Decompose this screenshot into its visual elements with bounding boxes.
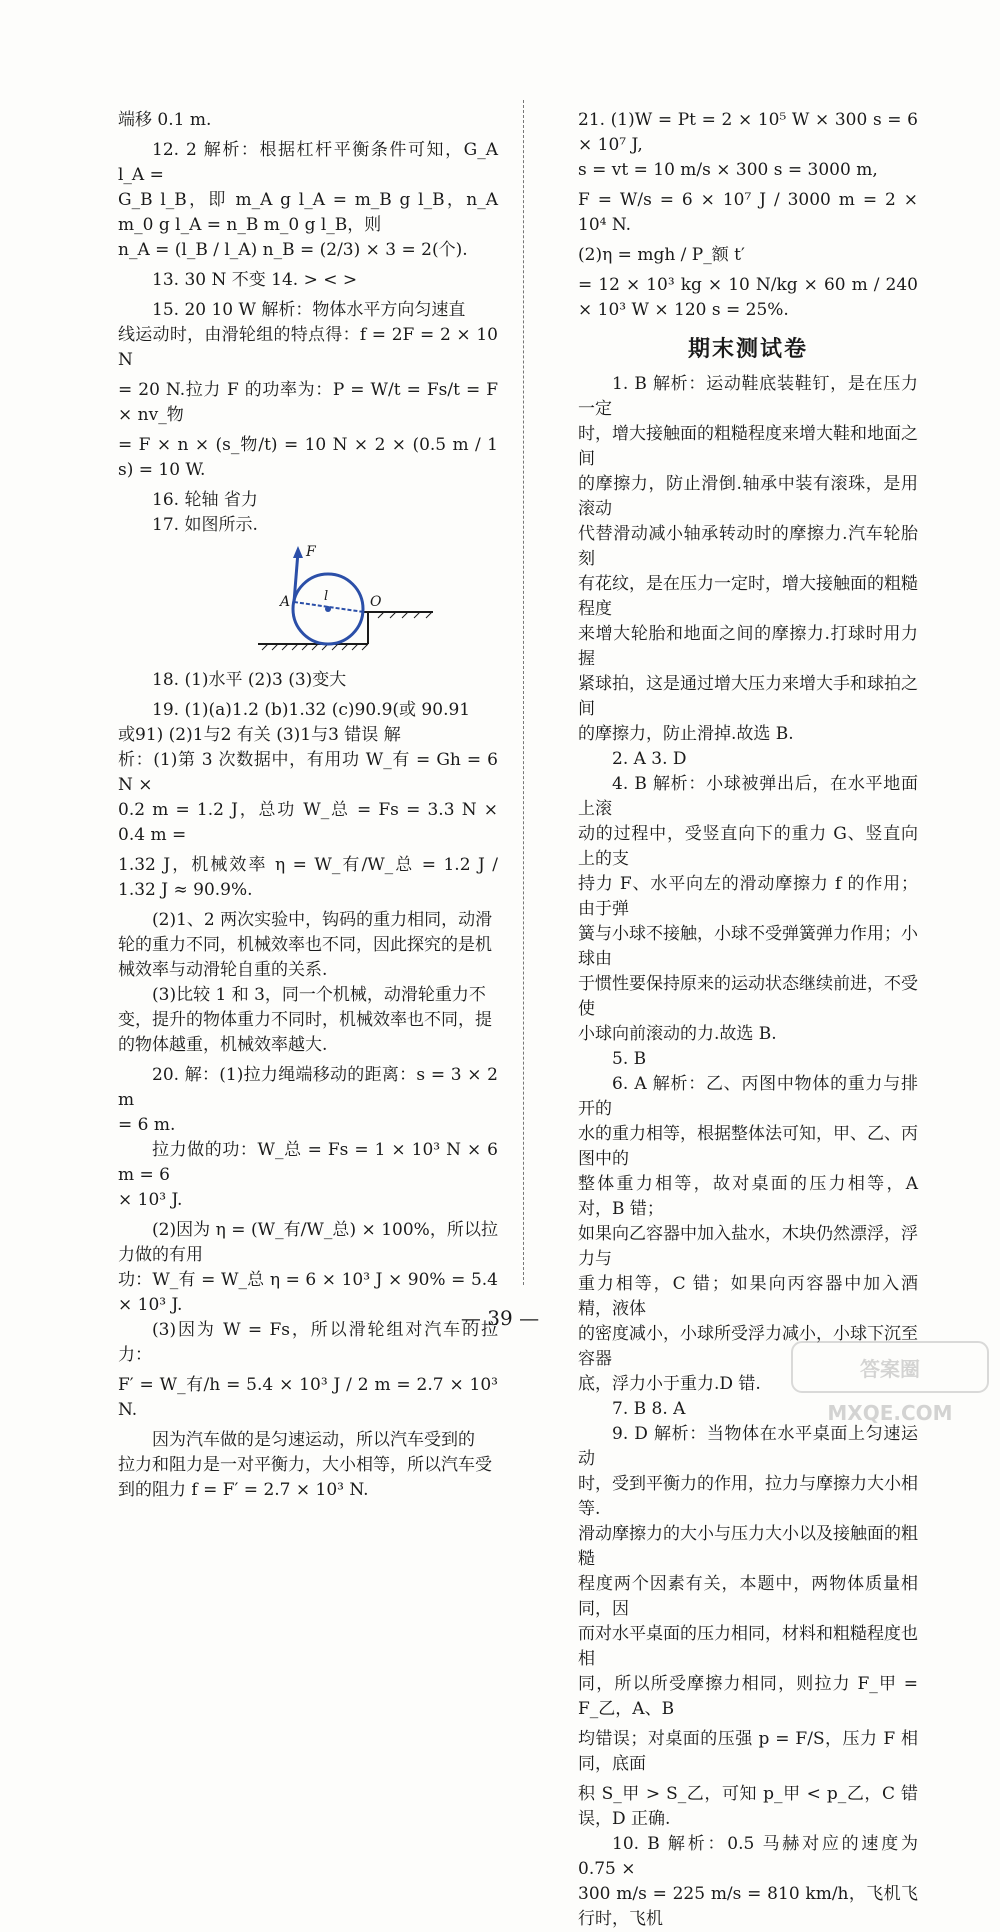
text-line: G_B l_B，即 m_A g l_A = m_B g l_B，n_A m_0 g l_A = n_B m_0 g l_B，则 (118, 190, 498, 235)
text-line: 拉力和阻力是一对平衡力，大小相等，所以汽车受 (118, 1455, 492, 1475)
exam-answer-7-8: 7. B 8. A (612, 1399, 686, 1419)
answer-16: 16. 轮轴 省力 (152, 490, 258, 510)
text-line: = F × n × (s_物/t) = 10 N × 2 × (0.5 m / 1 s) = 10 W. (118, 435, 498, 480)
text-line: 300 m/s = 225 m/s = 810 km/h，飞机飞行时，飞机 (578, 1884, 918, 1929)
wheel-center (325, 606, 331, 612)
text-line: 功：W_有 = W_总 η = 6 × 10³ J × 90% = 5.4 × 10³ J. (118, 1270, 498, 1315)
text-line: × 10³ J. (118, 1190, 183, 1210)
text-line: (3)因为 W = Fs，所以滑轮组对汽车的拉力： (118, 1320, 498, 1365)
text-line: 来增大轮胎和地面之间的摩擦力.打球时用力握 (578, 624, 918, 669)
text-line: 的摩擦力，防止滑掉.故选 B. (578, 724, 794, 744)
text-line: 轮的重力不同，机械效率也不同，因此探究的是机 (118, 935, 492, 955)
text-line: = 12 × 10³ kg × 10 N/kg × 60 m / 240 × 10³ W × 120 s = 25%. (578, 275, 918, 320)
text-line: 重力相等，C 错；如果向丙容器中加入酒精，液体 (578, 1274, 918, 1319)
exam-answer-10: 10. B 解析：0.5 马赫对应的速度为 0.75 × (578, 1834, 918, 1879)
text-line: F = W/s = 6 × 10⁷ J / 3000 m = 2 × 10⁴ N. (578, 190, 918, 235)
site-watermark (790, 1340, 990, 1430)
text-line: 整体重力相等，故对桌面的压力相等，A 对，B 错； (578, 1174, 918, 1219)
text-line: 动的过程中，受竖直向下的重力 G、竖直向上的支 (578, 824, 918, 869)
text-line: 滑动摩擦力的大小与压力大小以及接触面的粗糙 (578, 1524, 918, 1569)
answer-15: 15. 20 10 W 解析：物体水平方向匀速直 (152, 300, 466, 320)
text-line: 到的阻力 f = F′ = 2.7 × 10³ N. (118, 1480, 369, 1500)
text-line: = 20 N.拉力 F 的功率为：P = W/t = Fs/t = F × nv_物 (118, 380, 498, 425)
answer-17: 17. 如图所示. (152, 515, 258, 535)
text-line: 水的重力相等，根据整体法可知，甲、乙、丙图中的 (578, 1124, 918, 1169)
text-line: s = vt = 10 m/s × 300 s = 3000 m, (578, 160, 878, 180)
answer-19: 19. (1)(a)1.2 (b)1.32 (c)90.9(或 90.91 (152, 700, 471, 720)
text-line: n_A = (l_B / l_A) n_B = (2/3) × 3 = 2(个). (118, 240, 468, 260)
text-line: 同，所以所受摩擦力相同，则拉力 F_甲 = F_乙，A、B (578, 1674, 918, 1719)
text-line: 时，增大接触面的粗糙程度来增大鞋和地面之间 (578, 424, 918, 469)
exam-answer-2-3: 2. A 3. D (612, 749, 687, 769)
text-line: (2)1、2 两次实验中，钩码的重力相同，动滑 (152, 910, 493, 930)
text-line: 的密度减小，小球所受浮力减小，小球下沉至容器 (578, 1324, 918, 1369)
text-line: 紧球拍，这是通过增大压力来增大手和球拍之间 (578, 674, 918, 719)
text-line: 有花纹，是在压力一定时，增大接触面的粗糙程度 (578, 574, 918, 619)
text-line: (3)比较 1 和 3，同一个机械，动滑轮重力不 (152, 985, 486, 1005)
answer-13-14: 13. 30 N 不变 14. > < > (152, 270, 358, 290)
text-line: 簧与小球不接触，小球不受弹簧弹力作用；小球由 (578, 924, 918, 969)
left-column (118, 108, 498, 1503)
text-line: 如果向乙容器中加入盐水，木块仍然漂浮，浮力与 (578, 1224, 918, 1269)
exam-answer-9: 9. D 解析：当物体在水平桌面上匀速运动 (578, 1424, 918, 1469)
text-line: 均错误；对桌面的压强 p = F/S，压力 F 相同，底面 (578, 1729, 918, 1774)
text-line: (2)η = mgh / P_额 t′ (578, 245, 745, 265)
text-line: 时，受到平衡力的作用，拉力与摩擦力大小相等. (578, 1474, 918, 1519)
text-line: 积 S_甲 > S_乙，可知 p_甲 < p_乙，C 错误，D 正确. (578, 1784, 918, 1829)
answer-18: 18. (1)水平 (2)3 (3)变大 (152, 670, 347, 690)
label-a: A (280, 594, 291, 610)
answer-20: 20. 解：(1)拉力绳端移动的距离：s = 3 × 2 m (118, 1065, 498, 1110)
text-line: 小球向前滚动的力.故选 B. (578, 1024, 777, 1044)
exam-answer-1: 1. B 解析：运动鞋底装鞋钉，是在压力一定 (578, 374, 918, 419)
text-line: = 6 m. (118, 1115, 176, 1135)
text-line: 1.32 J，机械效率 η = W_有/W_总 = 1.2 J / 1.32 J ≈ 90.9%. (118, 855, 498, 900)
section-title: 期末测试卷 (687, 337, 808, 362)
answer-21: 21. (1)W = Pt = 2 × 10⁵ W × 300 s = 6 × 10⁷ J, (578, 110, 918, 155)
label-l: l (324, 589, 329, 604)
answer-12: 12. 2 解析：根据杠杆平衡条件可知，G_A l_A = (118, 140, 498, 185)
text-line: 底，浮力小于重力.D 错. (578, 1374, 761, 1394)
watermark-url: MXQE.COM (827, 1401, 953, 1425)
text-line: 械效率与动滑轮自重的关系. (118, 960, 328, 980)
text-line: 拉力做的功：W_总 = Fs = 1 × 10³ N × 6 m = 6 (118, 1140, 498, 1185)
text-line: 析：(1)第 3 次数据中，有用功 W_有 = Gh = 6 N × (118, 750, 498, 795)
label-f: F (306, 544, 316, 560)
exam-answer-5: 5. B (612, 1049, 647, 1069)
label-o: O (370, 594, 382, 610)
column-divider (523, 100, 524, 1285)
text-line: 而对水平桌面的压力相同，材料和粗糙程度也相 (578, 1624, 918, 1669)
text-line: 持力 F、水平向左的滑动摩擦力 f 的作用；由于弹 (578, 874, 918, 919)
page-number: — 39 — (460, 1306, 540, 1330)
text-line: 线运动时，由滑轮组的特点得：f = 2F = 2 × 10 N (118, 325, 498, 370)
text-line: 于惯性要保持原来的运动状态继续前进，不受使 (578, 974, 918, 1019)
text-line: 端移 0.1 m. (118, 110, 212, 130)
text-line: (2)因为 η = (W_有/W_总) × 100%，所以拉力做的有用 (118, 1220, 498, 1265)
text-line: 程度两个因素有关，本题中，两物体质量相同，因 (578, 1574, 918, 1619)
text-line: F′ = W_有/h = 5.4 × 10³ J / 2 m = 2.7 × 10³ N. (118, 1375, 498, 1420)
exam-answer-6: 6. A 解析：乙、丙图中物体的重力与排开的 (578, 1074, 918, 1119)
lever-wheel-diagram (258, 544, 438, 654)
text-line: 因为汽车做的是匀速运动，所以汽车受到的 (152, 1430, 475, 1450)
text-line: 或91) (2)1与2 有关 (3)1与3 错误 解 (118, 725, 401, 745)
text-line: 代替滑动减小轴承转动时的摩擦力.汽车轮胎刻 (578, 524, 918, 569)
text-line: 变，提升的物体重力不同时，机械效率也不同，提 (118, 1010, 492, 1030)
text-line: 的摩擦力，防止滑倒.轴承中装有滚珠，是用滚动 (578, 474, 918, 519)
text-line: 0.2 m = 1.2 J，总功 W_总 = Fs = 3.3 N × 0.4 m = (118, 800, 498, 845)
exam-answer-4: 4. B 解析：小球被弹出后，在水平地面上滚 (578, 774, 918, 819)
watermark-title: 答案圈 (860, 1357, 920, 1381)
force-arrowhead (293, 546, 303, 558)
text-line: 的物体越重，机械效率越大. (118, 1035, 328, 1055)
right-column (578, 108, 918, 1932)
